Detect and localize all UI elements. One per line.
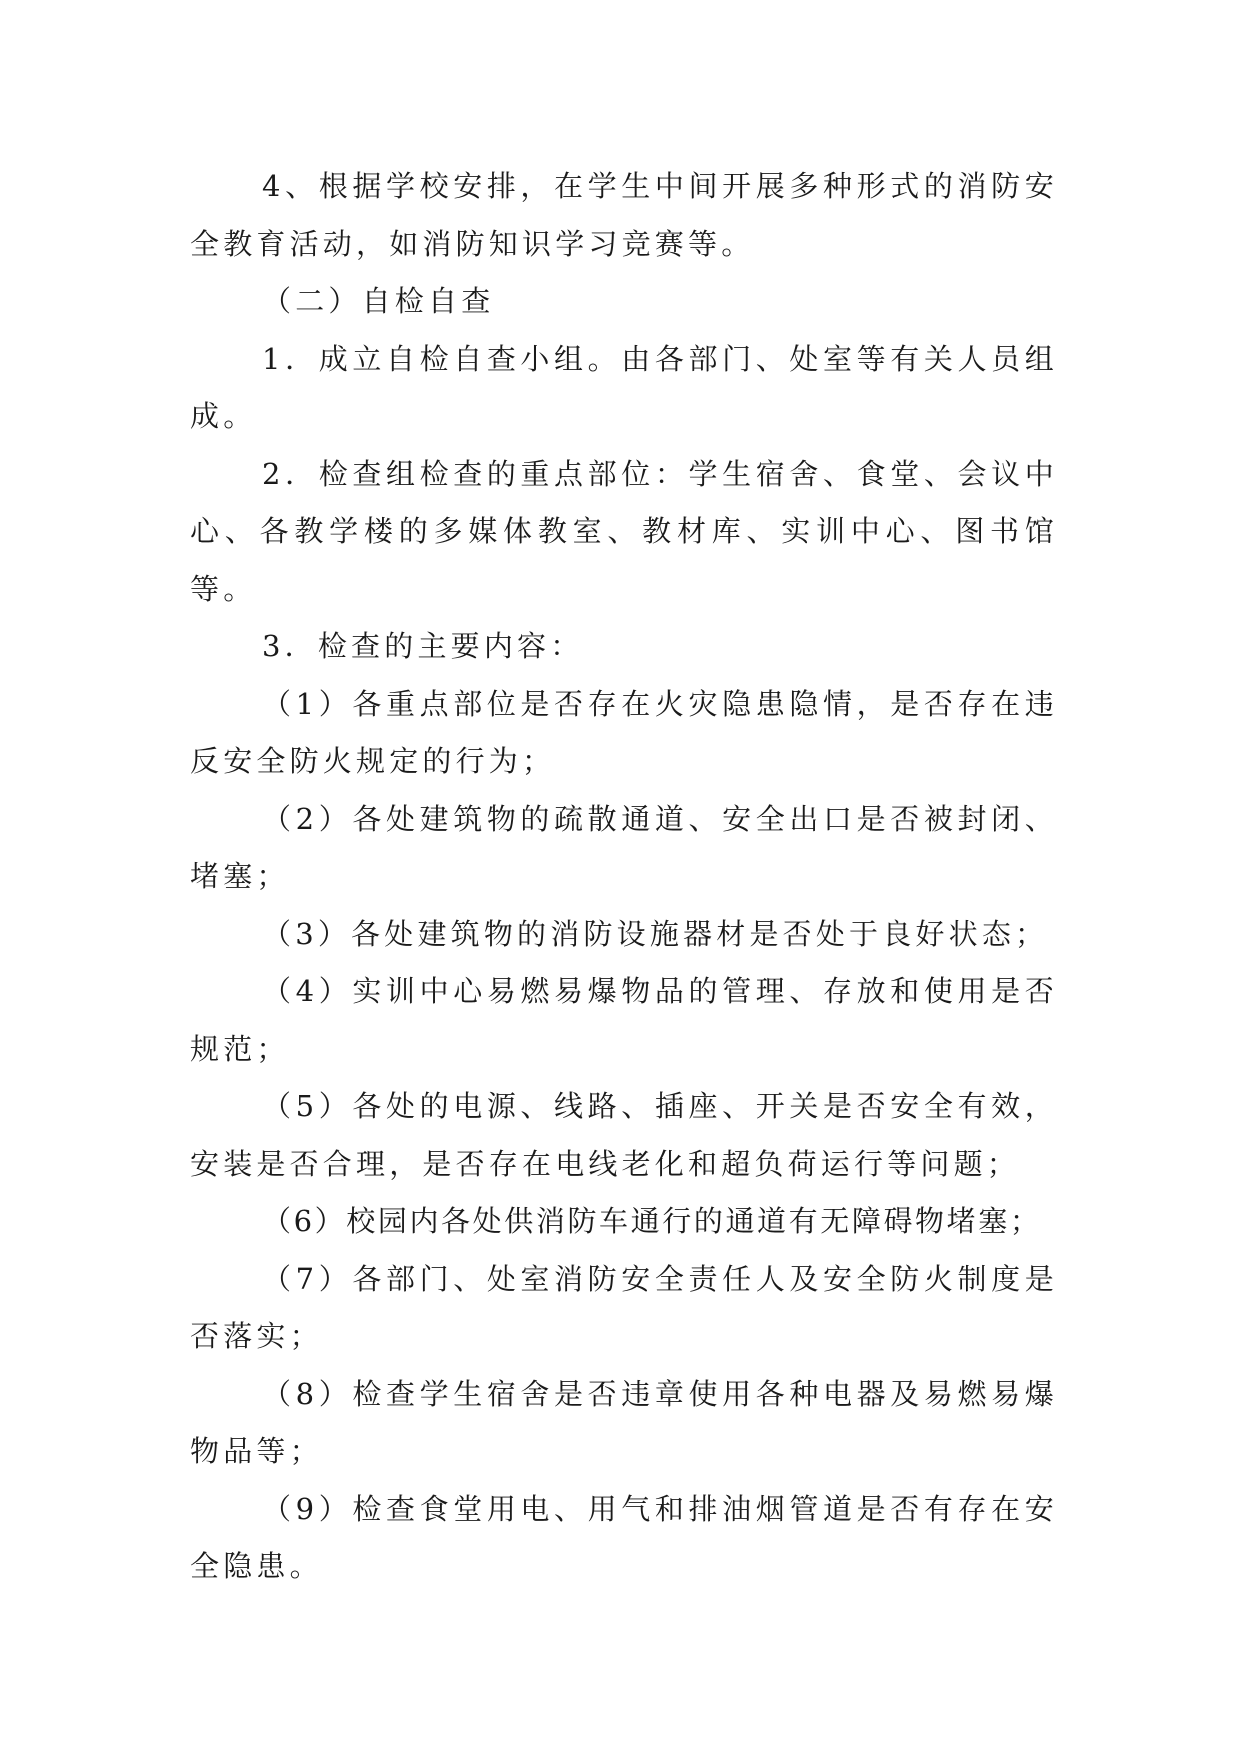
inspection-point-5: （5）各处的电源、线路、插座、开关是否安全有效，安装是否合理，是否存在电线老化和超负荷运行等问题； xyxy=(190,1089,1058,1181)
section-heading-self-inspection: （二）自检自查 xyxy=(262,284,495,318)
inspection-point-2: （2）各处建筑物的疏散通道、安全出口是否被封闭、堵塞； xyxy=(190,801,1058,893)
paragraph-item-4: 4、根据学校安排，在学生中间开展多种形式的消防安全教育活动，如消防知识学习竞赛等。 xyxy=(190,169,1058,261)
inspection-point-1: （1）各重点部位是否存在火灾隐患隐情，是否存在违反安全防火规定的行为； xyxy=(190,686,1058,778)
inspection-point-4: （4）实训中心易燃易爆物品的管理、存放和使用是否规范； xyxy=(190,974,1058,1066)
inspection-point-6: （6）校园内各处供消防车通行的通道有无障碍物堵塞； xyxy=(262,1204,1042,1238)
paragraph-item-3: 3．检查的主要内容： xyxy=(262,629,584,663)
inspection-point-7: （7）各部门、处室消防安全责任人及安全防火制度是否落实； xyxy=(190,1261,1058,1353)
inspection-point-8: （8）检查学生宿舍是否违章使用各种电器及易燃易爆物品等； xyxy=(190,1376,1058,1468)
paragraph-item-2: 2．检查组检查的重点部位：学生宿舍、食堂、会议中心、各教学楼的多媒体教室、教材库、实训中心、图书馆等。 xyxy=(190,456,1058,606)
inspection-point-3: （3）各处建筑物的消防设施器材是否处于良好状态； xyxy=(262,916,1049,951)
inspection-point-9: （9）检查食堂用电、用气和排油烟管道是否有存在安全隐患。 xyxy=(190,1491,1058,1583)
document-body xyxy=(190,158,1058,1596)
paragraph-item-1: 1．成立自检自查小组。由各部门、处室等有关人员组成。 xyxy=(190,341,1058,433)
